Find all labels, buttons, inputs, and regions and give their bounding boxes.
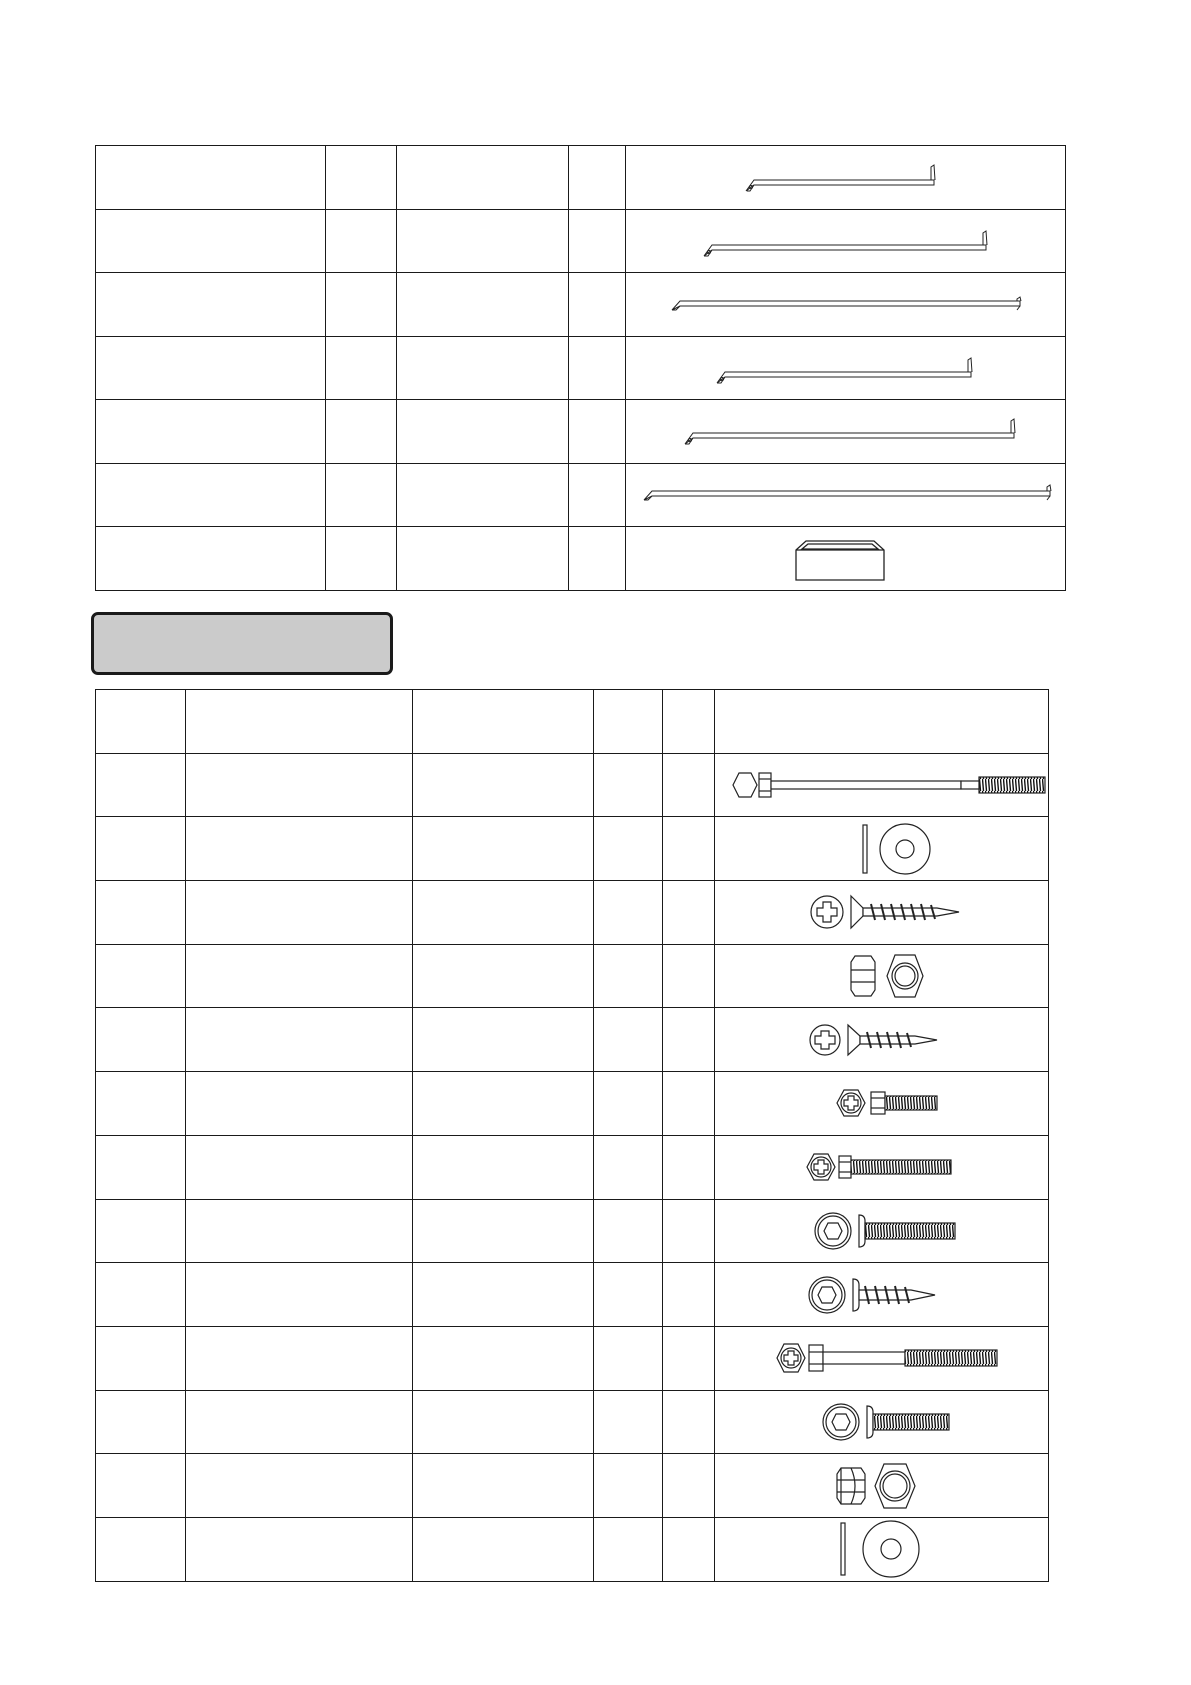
long-rod-hook-right-icon xyxy=(626,401,1066,461)
hw-extra-cell xyxy=(663,1517,715,1581)
hw-name-cell xyxy=(186,753,413,817)
hw-name-cell xyxy=(186,1517,413,1581)
hw-qty-cell xyxy=(594,1390,663,1454)
hw-extra-cell xyxy=(663,1199,715,1263)
hw-extra-cell xyxy=(663,1263,715,1327)
hardware-table xyxy=(95,689,1049,1582)
header-qty-cell xyxy=(594,690,663,754)
long-rod-hook-right-icon xyxy=(626,274,1066,334)
table-row xyxy=(96,1008,1049,1072)
parts-table xyxy=(95,145,1066,591)
hw-id-cell xyxy=(96,1390,186,1454)
hw-id-cell xyxy=(96,817,186,881)
hw-name-cell xyxy=(186,1072,413,1136)
table-row xyxy=(96,336,1066,400)
hw-image-cell xyxy=(715,1199,1049,1263)
part-name-cell xyxy=(96,527,326,591)
hw-image-cell xyxy=(715,753,1049,817)
hw-image-cell xyxy=(715,1390,1049,1454)
table-row xyxy=(96,1454,1049,1518)
hw-id-cell xyxy=(96,1199,186,1263)
part-image-cell xyxy=(626,463,1066,527)
table-row xyxy=(96,209,1066,273)
table-row xyxy=(96,463,1066,527)
hw-qty-cell xyxy=(594,753,663,817)
table-header-row xyxy=(96,690,1049,754)
hw-spec-cell xyxy=(413,1008,594,1072)
hw-spec-cell xyxy=(413,817,594,881)
hw-name-cell xyxy=(186,881,413,945)
table-row xyxy=(96,1326,1049,1390)
hw-image-cell xyxy=(715,1517,1049,1581)
table-row xyxy=(96,881,1049,945)
hw-qty-cell xyxy=(594,944,663,1008)
hw-name-cell xyxy=(186,1454,413,1518)
hw-name-cell xyxy=(186,944,413,1008)
part-count-cell xyxy=(569,336,626,400)
part-qty-cell xyxy=(326,400,397,464)
part-image-cell xyxy=(626,209,1066,273)
hw-id-cell xyxy=(96,1517,186,1581)
hw-name-cell xyxy=(186,1135,413,1199)
hex-nut-icon xyxy=(715,946,1049,1006)
hw-qty-cell xyxy=(594,881,663,945)
hw-spec-cell xyxy=(413,944,594,1008)
hw-spec-cell xyxy=(413,1072,594,1136)
long-rod-hook-right-icon xyxy=(626,465,1066,525)
part-image-cell xyxy=(626,146,1066,210)
hw-extra-cell xyxy=(663,1454,715,1518)
allen-bolt-short-icon xyxy=(715,1392,1049,1452)
hw-image-cell xyxy=(715,1454,1049,1518)
part-count-cell xyxy=(569,463,626,527)
part-qty-cell xyxy=(326,463,397,527)
phillips-wood-screw-small-icon xyxy=(715,1010,1049,1070)
part-name-cell xyxy=(96,400,326,464)
table-row xyxy=(96,944,1049,1008)
table-row xyxy=(96,400,1066,464)
part-count-cell xyxy=(569,400,626,464)
hw-name-cell xyxy=(186,1008,413,1072)
hw-name-cell xyxy=(186,1390,413,1454)
part-name-cell xyxy=(96,463,326,527)
header-image-cell xyxy=(715,690,1049,754)
header-name-cell xyxy=(186,690,413,754)
hw-spec-cell xyxy=(413,881,594,945)
table-row xyxy=(96,146,1066,210)
hw-spec-cell xyxy=(413,1454,594,1518)
hw-extra-cell xyxy=(663,817,715,881)
allen-bolt-icon xyxy=(715,1201,1049,1261)
hw-extra-cell xyxy=(663,1072,715,1136)
part-count-cell xyxy=(569,209,626,273)
hw-id-cell xyxy=(96,1326,186,1390)
part-qty-cell xyxy=(326,336,397,400)
header-spec-cell xyxy=(413,690,594,754)
table-row xyxy=(96,527,1066,591)
header-id-cell xyxy=(96,690,186,754)
large-flat-washer-icon xyxy=(715,1519,1049,1579)
hw-spec-cell xyxy=(413,1199,594,1263)
hw-id-cell xyxy=(96,1263,186,1327)
hw-image-cell xyxy=(715,1072,1049,1136)
hw-qty-cell xyxy=(594,1454,663,1518)
square-cap-icon xyxy=(626,528,1066,588)
hw-name-cell xyxy=(186,817,413,881)
part-image-cell xyxy=(626,527,1066,591)
hw-id-cell xyxy=(96,1072,186,1136)
phillips-wood-screw-icon xyxy=(715,882,1049,942)
part-name-cell xyxy=(96,209,326,273)
table-row xyxy=(96,1390,1049,1454)
hardware-section-label xyxy=(91,612,393,675)
hw-spec-cell xyxy=(413,1263,594,1327)
part-code-cell xyxy=(397,146,569,210)
hw-qty-cell xyxy=(594,1135,663,1199)
long-hex-bolt-icon xyxy=(715,755,1049,815)
phillips-hex-bolt-long-icon xyxy=(715,1137,1049,1197)
long-rod-hook-right-icon xyxy=(626,147,1066,207)
nylon-lock-nut-icon xyxy=(715,1456,1049,1516)
hw-qty-cell xyxy=(594,1199,663,1263)
part-count-cell xyxy=(569,527,626,591)
hw-name-cell xyxy=(186,1199,413,1263)
table-row xyxy=(96,1072,1049,1136)
part-name-cell xyxy=(96,336,326,400)
hw-extra-cell xyxy=(663,1390,715,1454)
hw-image-cell xyxy=(715,1326,1049,1390)
table-row xyxy=(96,1199,1049,1263)
part-qty-cell xyxy=(326,273,397,337)
table-row xyxy=(96,753,1049,817)
part-image-cell xyxy=(626,273,1066,337)
hw-extra-cell xyxy=(663,1008,715,1072)
hw-id-cell xyxy=(96,753,186,817)
header-extra-cell xyxy=(663,690,715,754)
part-code-cell xyxy=(397,463,569,527)
table-row xyxy=(96,817,1049,881)
hw-spec-cell xyxy=(413,1517,594,1581)
part-code-cell xyxy=(397,400,569,464)
part-code-cell xyxy=(397,336,569,400)
part-count-cell xyxy=(569,273,626,337)
phillips-hex-bolt-short-icon xyxy=(715,1073,1049,1133)
hw-qty-cell xyxy=(594,1072,663,1136)
part-name-cell xyxy=(96,146,326,210)
hw-spec-cell xyxy=(413,1135,594,1199)
phillips-hex-bolt-partial-thread-icon xyxy=(715,1328,1049,1388)
hw-extra-cell xyxy=(663,944,715,1008)
hw-image-cell xyxy=(715,944,1049,1008)
hw-extra-cell xyxy=(663,881,715,945)
part-name-cell xyxy=(96,273,326,337)
hw-spec-cell xyxy=(413,1326,594,1390)
hw-id-cell xyxy=(96,1135,186,1199)
part-count-cell xyxy=(569,146,626,210)
part-code-cell xyxy=(397,273,569,337)
part-qty-cell xyxy=(326,146,397,210)
allen-wood-screw-icon xyxy=(715,1265,1049,1325)
part-qty-cell xyxy=(326,527,397,591)
table-row xyxy=(96,273,1066,337)
hw-name-cell xyxy=(186,1263,413,1327)
hw-qty-cell xyxy=(594,1263,663,1327)
table-row xyxy=(96,1135,1049,1199)
hw-image-cell xyxy=(715,881,1049,945)
hw-id-cell xyxy=(96,1454,186,1518)
hw-spec-cell xyxy=(413,1390,594,1454)
hw-spec-cell xyxy=(413,753,594,817)
hw-image-cell xyxy=(715,817,1049,881)
hw-extra-cell xyxy=(663,753,715,817)
hw-id-cell xyxy=(96,1008,186,1072)
hw-image-cell xyxy=(715,1263,1049,1327)
hw-qty-cell xyxy=(594,1517,663,1581)
hw-extra-cell xyxy=(663,1326,715,1390)
part-code-cell xyxy=(397,527,569,591)
hw-image-cell xyxy=(715,1008,1049,1072)
part-image-cell xyxy=(626,336,1066,400)
flat-washer-icon xyxy=(715,819,1049,879)
hw-extra-cell xyxy=(663,1135,715,1199)
hw-id-cell xyxy=(96,881,186,945)
hw-qty-cell xyxy=(594,817,663,881)
table-row xyxy=(96,1263,1049,1327)
part-code-cell xyxy=(397,209,569,273)
table-row xyxy=(96,1517,1049,1581)
hw-id-cell xyxy=(96,944,186,1008)
part-qty-cell xyxy=(326,209,397,273)
long-rod-hook-right-icon xyxy=(626,338,1066,398)
hw-qty-cell xyxy=(594,1326,663,1390)
hw-name-cell xyxy=(186,1326,413,1390)
hw-image-cell xyxy=(715,1135,1049,1199)
long-rod-hook-right-icon xyxy=(626,211,1066,271)
hw-qty-cell xyxy=(594,1008,663,1072)
part-image-cell xyxy=(626,400,1066,464)
